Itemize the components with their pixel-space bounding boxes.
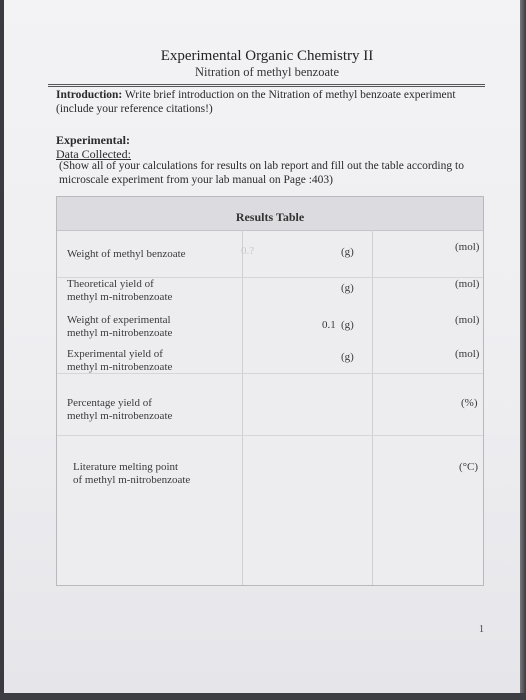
label-line: Percentage yield of (67, 397, 152, 409)
introduction-heading: Introduction: (56, 89, 123, 101)
label-line: methyl m-nitrobenzoate (67, 291, 173, 303)
introduction-text: Write brief introduction on the Nitration of methyl benzoate experiment (include your reference citations!) (56, 89, 456, 115)
divider-top-double (48, 86, 485, 87)
results-table-header (57, 197, 483, 231)
divider-top (48, 84, 485, 85)
label-line: methyl m-nitrobenzoate (67, 327, 173, 339)
instructions-text: (Show all of your calculations for results on lab report and fill out the table according to microscale experiment from your lab manual on Page :403) (59, 160, 464, 186)
unit-grams: (g) (341, 246, 354, 258)
document-title: Experimental Organic Chemistry II (160, 48, 374, 64)
column-divider-1 (242, 230, 243, 585)
label-line: methyl m-nitrobenzoate (67, 410, 173, 422)
unit-celsius: (°C) (459, 461, 479, 473)
label-line: Literature melting point (73, 461, 179, 473)
page-number: 1 (479, 624, 484, 635)
unit-grams: (g) (341, 319, 354, 331)
row-label-weight-experimental (67, 314, 172, 340)
unit-moles: (mol) (455, 314, 480, 326)
label-line: methyl m-nitrobenzoate (67, 361, 173, 373)
unit-moles: (mol) (455, 241, 480, 253)
row-label-experimental-yield (67, 348, 172, 374)
introduction-paragraph (56, 88, 476, 116)
column-divider-2 (372, 230, 373, 585)
unit-percent: (%) (461, 397, 478, 409)
row-label-percentage-yield (67, 397, 172, 423)
row-label-weight-methyl-benzoate: Weight of methyl benzoate (67, 248, 186, 260)
document-subtitle: Nitration of methyl benzoate (194, 65, 340, 79)
row-label-melting-point (73, 461, 190, 487)
results-table-title: Results Table (235, 210, 305, 224)
unit-grams: (g) (341, 351, 354, 363)
data-collected-heading: Data Collected: (56, 147, 131, 161)
label-line: Weight of experimental (67, 314, 171, 326)
faint-handwritten-mark: 0.? (241, 245, 255, 257)
value-weight-experimental: 0.1 (322, 319, 336, 331)
background-surface (0, 693, 526, 700)
row-label-theoretical-yield (67, 278, 172, 304)
label-line: of methyl m-nitrobenzoate (73, 474, 191, 486)
unit-moles: (mol) (455, 278, 480, 290)
results-table (56, 196, 484, 586)
unit-moles: (mol) (455, 348, 480, 360)
worksheet-page (4, 0, 520, 694)
label-line: Theoretical yield of (67, 278, 154, 290)
unit-grams: (g) (341, 282, 354, 294)
row-divider (57, 435, 483, 436)
page-edge-shadow (520, 0, 526, 700)
experimental-heading: Experimental: (56, 133, 130, 147)
label-line: Experimental yield of (67, 348, 163, 360)
